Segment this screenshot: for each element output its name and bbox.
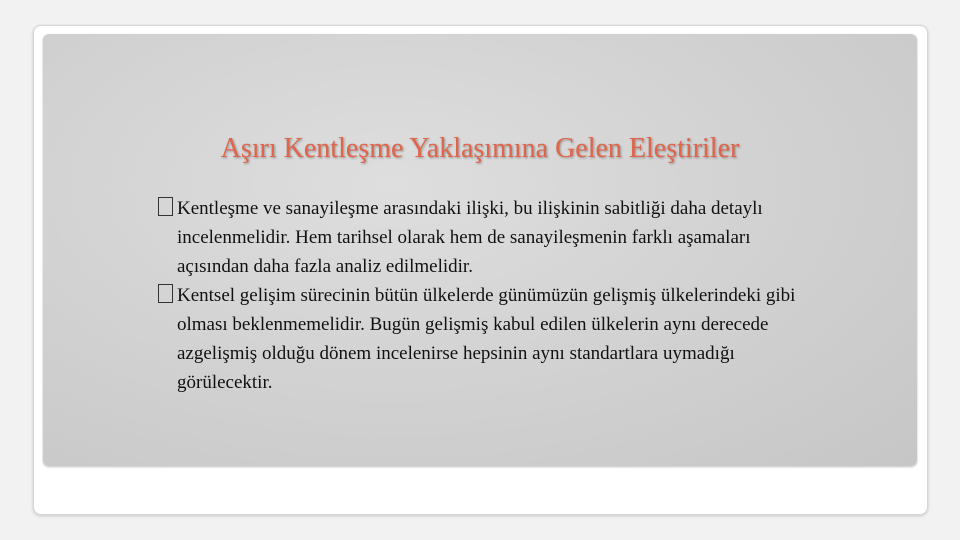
bullet-item <box>158 281 818 397</box>
bullet-box-icon <box>158 197 173 216</box>
bullet-text: Kentsel gelişim sürecinin bütün ülkelerde günümüzün gelişmiş ülkelerindeki gibi olması beklenmemelidir. Bugün gelişmiş kabul edilen ülkelerin aynı derecede azgelişmiş olduğu dönem incelenirse hepsinin aynı standartlara uymadığı görülecektir. <box>177 285 796 393</box>
bullet-list <box>158 194 818 397</box>
bullet-item <box>158 194 818 281</box>
slide-title: Aşırı Kentleşme Yaklaşımına Gelen Eleştiriler <box>220 133 740 164</box>
bullet-box-icon <box>158 284 173 303</box>
bullet-text: Kentleşme ve sanayileşme arasındaki ilişki, bu ilişkinin sabitliği daha detaylı incelenmelidir. Hem tarihsel olarak hem de sanayileşmenin farklı aşamaları açısından daha fazla analiz edilmelidir. <box>177 198 763 277</box>
